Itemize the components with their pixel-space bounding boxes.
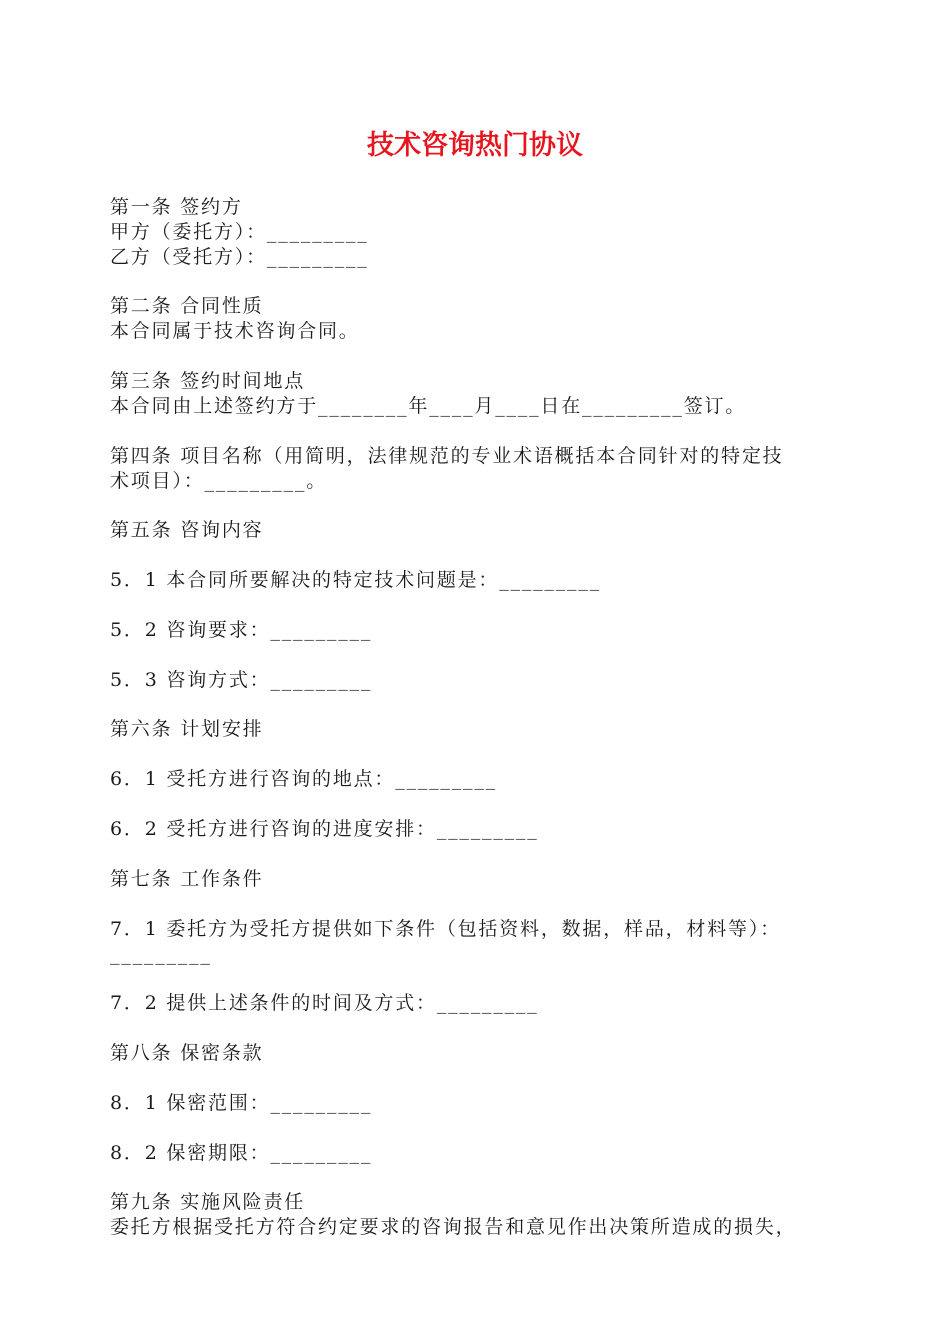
article-6-heading: 第六条 计划安排 [110,718,264,740]
article-8-heading: 第八条 保密条款 [110,1042,264,1064]
article-3-heading: 第三条 签约时间地点 [110,370,306,392]
clause-8-1: 8．1 保密范围：_________ [110,1092,373,1114]
clause-6-2: 6．2 受托方进行咨询的进度安排：_________ [110,818,539,840]
article-7-heading: 第七条 工作条件 [110,868,264,890]
document-title: 技术咨询热门协议 [367,130,583,161]
article-9-heading: 第九条 实施风险责任 [110,1191,306,1213]
clause-5-1: 5．1 本合同所要解决的特定技术问题是：_________ [110,569,601,591]
clause-7-2: 7．2 提供上述条件的时间及方式：_________ [110,992,539,1014]
party-b-line: 乙方（受托方）：_________ [110,246,369,268]
article-4-line-1: 第四条 项目名称（用简明，法律规范的专业术语概括本合同针对的特定技 [110,445,784,467]
signing-time-text: 本合同由上述签约方于________年____月____日在_________签订。 [110,395,747,417]
article-5-heading: 第五条 咨询内容 [110,519,264,541]
article-9-text: 委托方根据受托方符合约定要求的咨询报告和意见作出决策所造成的损失， [110,1216,797,1238]
party-a-line: 甲方（委托方）：_________ [110,221,369,243]
clause-5-3: 5．3 咨询方式：_________ [110,669,373,691]
clause-7-1-line-2: _________ [110,943,212,965]
article-1-heading: 第一条 签约方 [110,196,243,218]
article-4-line-2: 术项目）：_________。 [110,470,328,492]
clause-6-1: 6．1 受托方进行咨询的地点：_________ [110,768,497,790]
contract-nature-text: 本合同属于技术咨询合同。 [110,320,360,342]
article-2-heading: 第二条 合同性质 [110,295,264,317]
clause-8-2: 8．2 保密期限：_________ [110,1142,373,1164]
clause-5-2: 5．2 咨询要求：_________ [110,619,373,641]
clause-7-1-line-1: 7．1 委托方为受托方提供如下条件（包括资料，数据，样品，材料等）： [110,918,781,940]
